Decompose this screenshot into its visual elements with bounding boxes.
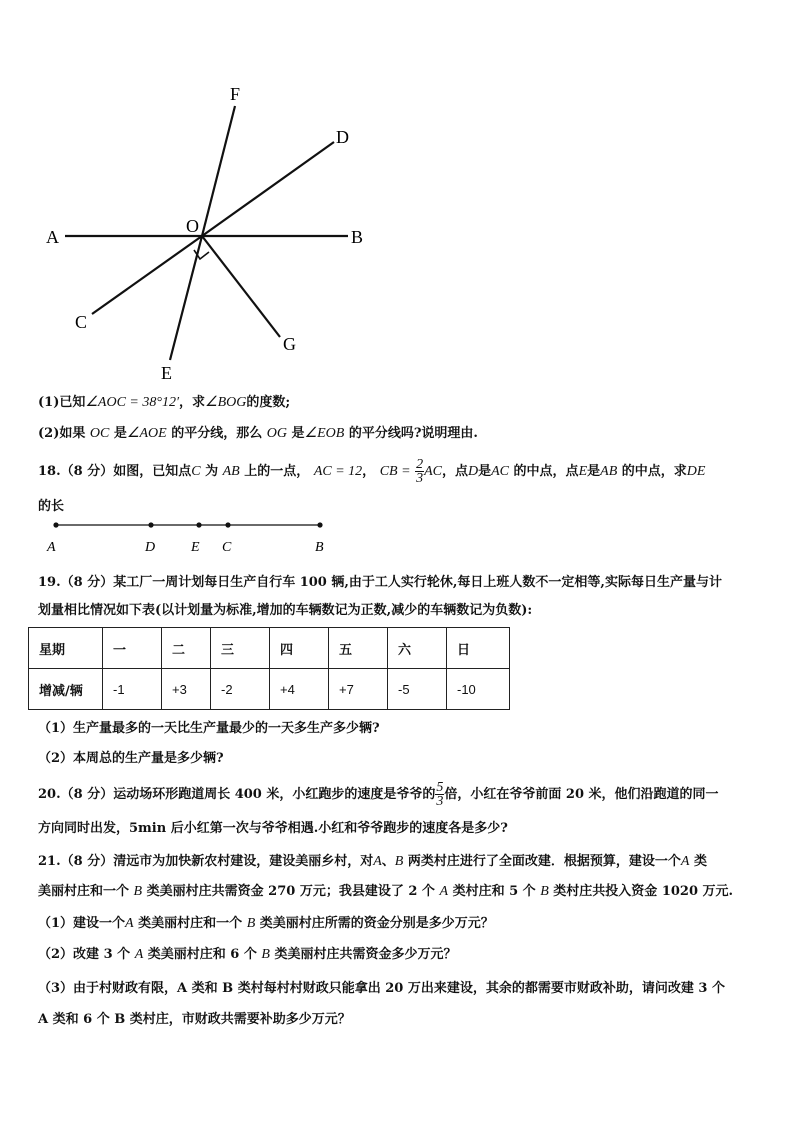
q19-line1: 19.（8 分）某工厂一周计划每日生产自行车 100 辆,由于工人实行轮休,每日上班人数不一定相等,实际每日生产量与计 [38, 575, 722, 590]
q18-fraction [415, 458, 424, 485]
q18-d: ， [362, 464, 376, 479]
q21-b1: B [394, 854, 404, 869]
q17-p2-c: 的平分线，那么 [171, 426, 263, 441]
q18-a: 18.（8 分）如图，已知点 [38, 464, 192, 479]
q18-point-e: E [578, 464, 588, 479]
q21-s1a: （1）建设一个 [38, 916, 126, 931]
dot-D [148, 522, 153, 527]
q21-a2: A [680, 854, 690, 869]
q18-point-c: C [191, 464, 201, 479]
q19-sub2: （2）本周总的生产量是多少辆? [38, 751, 224, 766]
q18-stem-line2: 的长 [38, 499, 65, 514]
dot-E [196, 522, 201, 527]
q17-p1-angle-bog: ∠BOG [205, 395, 247, 410]
q20-frac-num: 5 [436, 780, 444, 795]
q19-sub1: （1）生产量最多的一天比生产量最少的一天多生产多少辆? [38, 721, 380, 736]
q18-e: ，点 [441, 464, 468, 479]
q21-s2-b: B [261, 947, 270, 962]
table-cell: 星期 [29, 628, 103, 669]
q17-p2-b: 是 [113, 426, 127, 441]
q21-l2c: 类村庄和 5 个 [452, 884, 536, 899]
table-row [29, 628, 510, 669]
q18-ac-2: AC [424, 464, 442, 479]
q17-p2-d: 是 [291, 426, 305, 441]
q18-g: 的中点，点 [513, 464, 579, 479]
q21-l1a: 21.（8 分）清远市为加快新农村建设，建设美丽乡村，对 [38, 854, 374, 869]
q20-b: 倍，小红在爷爷前面 20 米，他们沿跑道的同一 [444, 787, 719, 802]
q21-b3: B [540, 884, 549, 899]
q21-b2: B [133, 884, 143, 899]
q19-line2: 划量相比情况如下表(以计划量为标准,增加的车辆数记为正数,减少的车辆数记为负数): [38, 603, 533, 618]
q20-frac-den: 3 [436, 794, 444, 809]
q18-f: 是 [478, 464, 492, 479]
q18-point-d: D [467, 464, 479, 479]
q17-p1-mid: ，求 [179, 395, 206, 410]
seg-label-E: E [191, 540, 200, 555]
segment-figure [0, 515, 360, 560]
q17-p1-suffix: 的度数; [246, 395, 291, 410]
label-C: C [75, 312, 88, 332]
q21-s1-b: B [246, 916, 256, 931]
q18-frac-num: 2 [416, 457, 424, 472]
q21-line1 [38, 852, 707, 872]
table-cell: -5 [388, 669, 447, 710]
table-cell: 一 [103, 628, 162, 669]
label-B: B [351, 227, 364, 247]
q17-p1-angle-aoc: ∠AOC = 38°12′ [85, 395, 180, 410]
q21-l1c: 两类村庄进行了全面改建．根据预算，建设一个 [407, 854, 681, 869]
q17-p2-e: 的平分线吗?说明理由. [348, 426, 478, 441]
table-cell: 四 [270, 628, 329, 669]
q21-sub3-line1: （3）由于村财政有限，A 类和 B 类村每村村财政只能拿出 20 万出来建设，其余的都需要市财政补助，请问改建 3 个 [38, 981, 725, 996]
seg-label-B: B [315, 540, 324, 555]
label-E: E [161, 363, 172, 383]
table-cell: 增减/辆 [29, 669, 103, 710]
q18-ab-2: AB [600, 464, 618, 479]
q17-p2-eob: ∠EOB [304, 426, 345, 441]
table-cell: +7 [329, 669, 388, 710]
q21-sub1 [38, 914, 494, 934]
q21-l1d: 类 [693, 854, 707, 869]
q21-line2 [38, 882, 733, 902]
q20-a: 20.（8 分）运动场环形跑道周长 400 米，小红跑步的速度是爷爷的 [38, 787, 436, 802]
q21-l2a: 美丽村庄和一个 [38, 884, 130, 899]
q18-de: DE [686, 464, 706, 479]
q21-sub2 [38, 945, 457, 965]
table-cell: -2 [211, 669, 270, 710]
q18-ab-1: AB [222, 464, 240, 479]
angle-figure [0, 0, 794, 390]
q17-p2-a: (2)如果 [38, 426, 86, 441]
q17-p2-og: OG [266, 426, 287, 441]
q21-s1b: 类美丽村庄和一个 [138, 916, 243, 931]
table-cell: 二 [162, 628, 211, 669]
table-cell: +3 [162, 669, 211, 710]
q17-part2 [38, 424, 478, 444]
q21-l2b: 类美丽村庄共需资金 270 万元；我县建设了 2 个 [146, 884, 435, 899]
table-cell: 日 [447, 628, 510, 669]
q21-a1: A [373, 854, 382, 869]
q21-s1-a: A [125, 916, 134, 931]
q18-h: 是 [587, 464, 601, 479]
label-D: D [336, 127, 349, 147]
q20-line2: 方向同时出发，5min 后小红第一次与爷爷相遇.小红和爷爷跑步的速度各是多少? [38, 821, 508, 836]
q21-s2b: 类美丽村庄和 6 个 [147, 947, 257, 962]
q21-l1b: 、 [381, 854, 395, 869]
production-table [28, 627, 510, 710]
q18-cb-eq: CB = [379, 464, 411, 479]
seg-label-C: C [222, 540, 232, 555]
q20-line1 [38, 780, 719, 810]
ray-OG [202, 236, 280, 337]
q21-sub3-line2: A 类和 6 个 B 类村庄，市财政共需要补助多少万元？ [38, 1012, 351, 1027]
q17-part1 [38, 393, 290, 413]
q17-p2-aoe: ∠AOE [126, 426, 167, 441]
seg-label-D: D [145, 540, 156, 555]
label-A: A [46, 227, 59, 247]
table-cell: +4 [270, 669, 329, 710]
q18-ac-3: AC [491, 464, 510, 479]
table-cell: -1 [103, 669, 162, 710]
q18-frac-den: 3 [416, 471, 424, 486]
q17-p1-prefix: (1)已知 [38, 395, 86, 410]
table-row [29, 669, 510, 710]
q18-b: 为 [205, 464, 219, 479]
q21-s2a: （2）改建 3 个 [38, 947, 131, 962]
table-cell: -10 [447, 669, 510, 710]
table-cell: 六 [388, 628, 447, 669]
q21-s1c: 类美丽村庄所需的资金分别是多少万元？ [259, 916, 494, 931]
q18-c: 上的一点， [244, 464, 310, 479]
table-cell: 五 [329, 628, 388, 669]
q18-ac-eq: AC = 12 [313, 464, 363, 479]
q17-p2-oc: OC [89, 426, 110, 441]
q21-a3: A [439, 884, 449, 899]
q21-s2-a: A [134, 947, 144, 962]
q21-l2d: 类村庄共投入资金 1020 万元. [553, 884, 734, 899]
label-O: O [186, 216, 199, 236]
label-F: F [230, 84, 241, 104]
table-cell: 三 [211, 628, 270, 669]
q18-i: 的中点，求 [621, 464, 687, 479]
q18-stem [38, 458, 705, 486]
dot-A [53, 522, 58, 527]
dot-C [225, 522, 230, 527]
seg-label-A: A [47, 540, 56, 555]
q21-s2c: 类美丽村庄共需资金多少万元？ [274, 947, 457, 962]
dot-B [317, 522, 322, 527]
label-G: G [283, 334, 296, 354]
